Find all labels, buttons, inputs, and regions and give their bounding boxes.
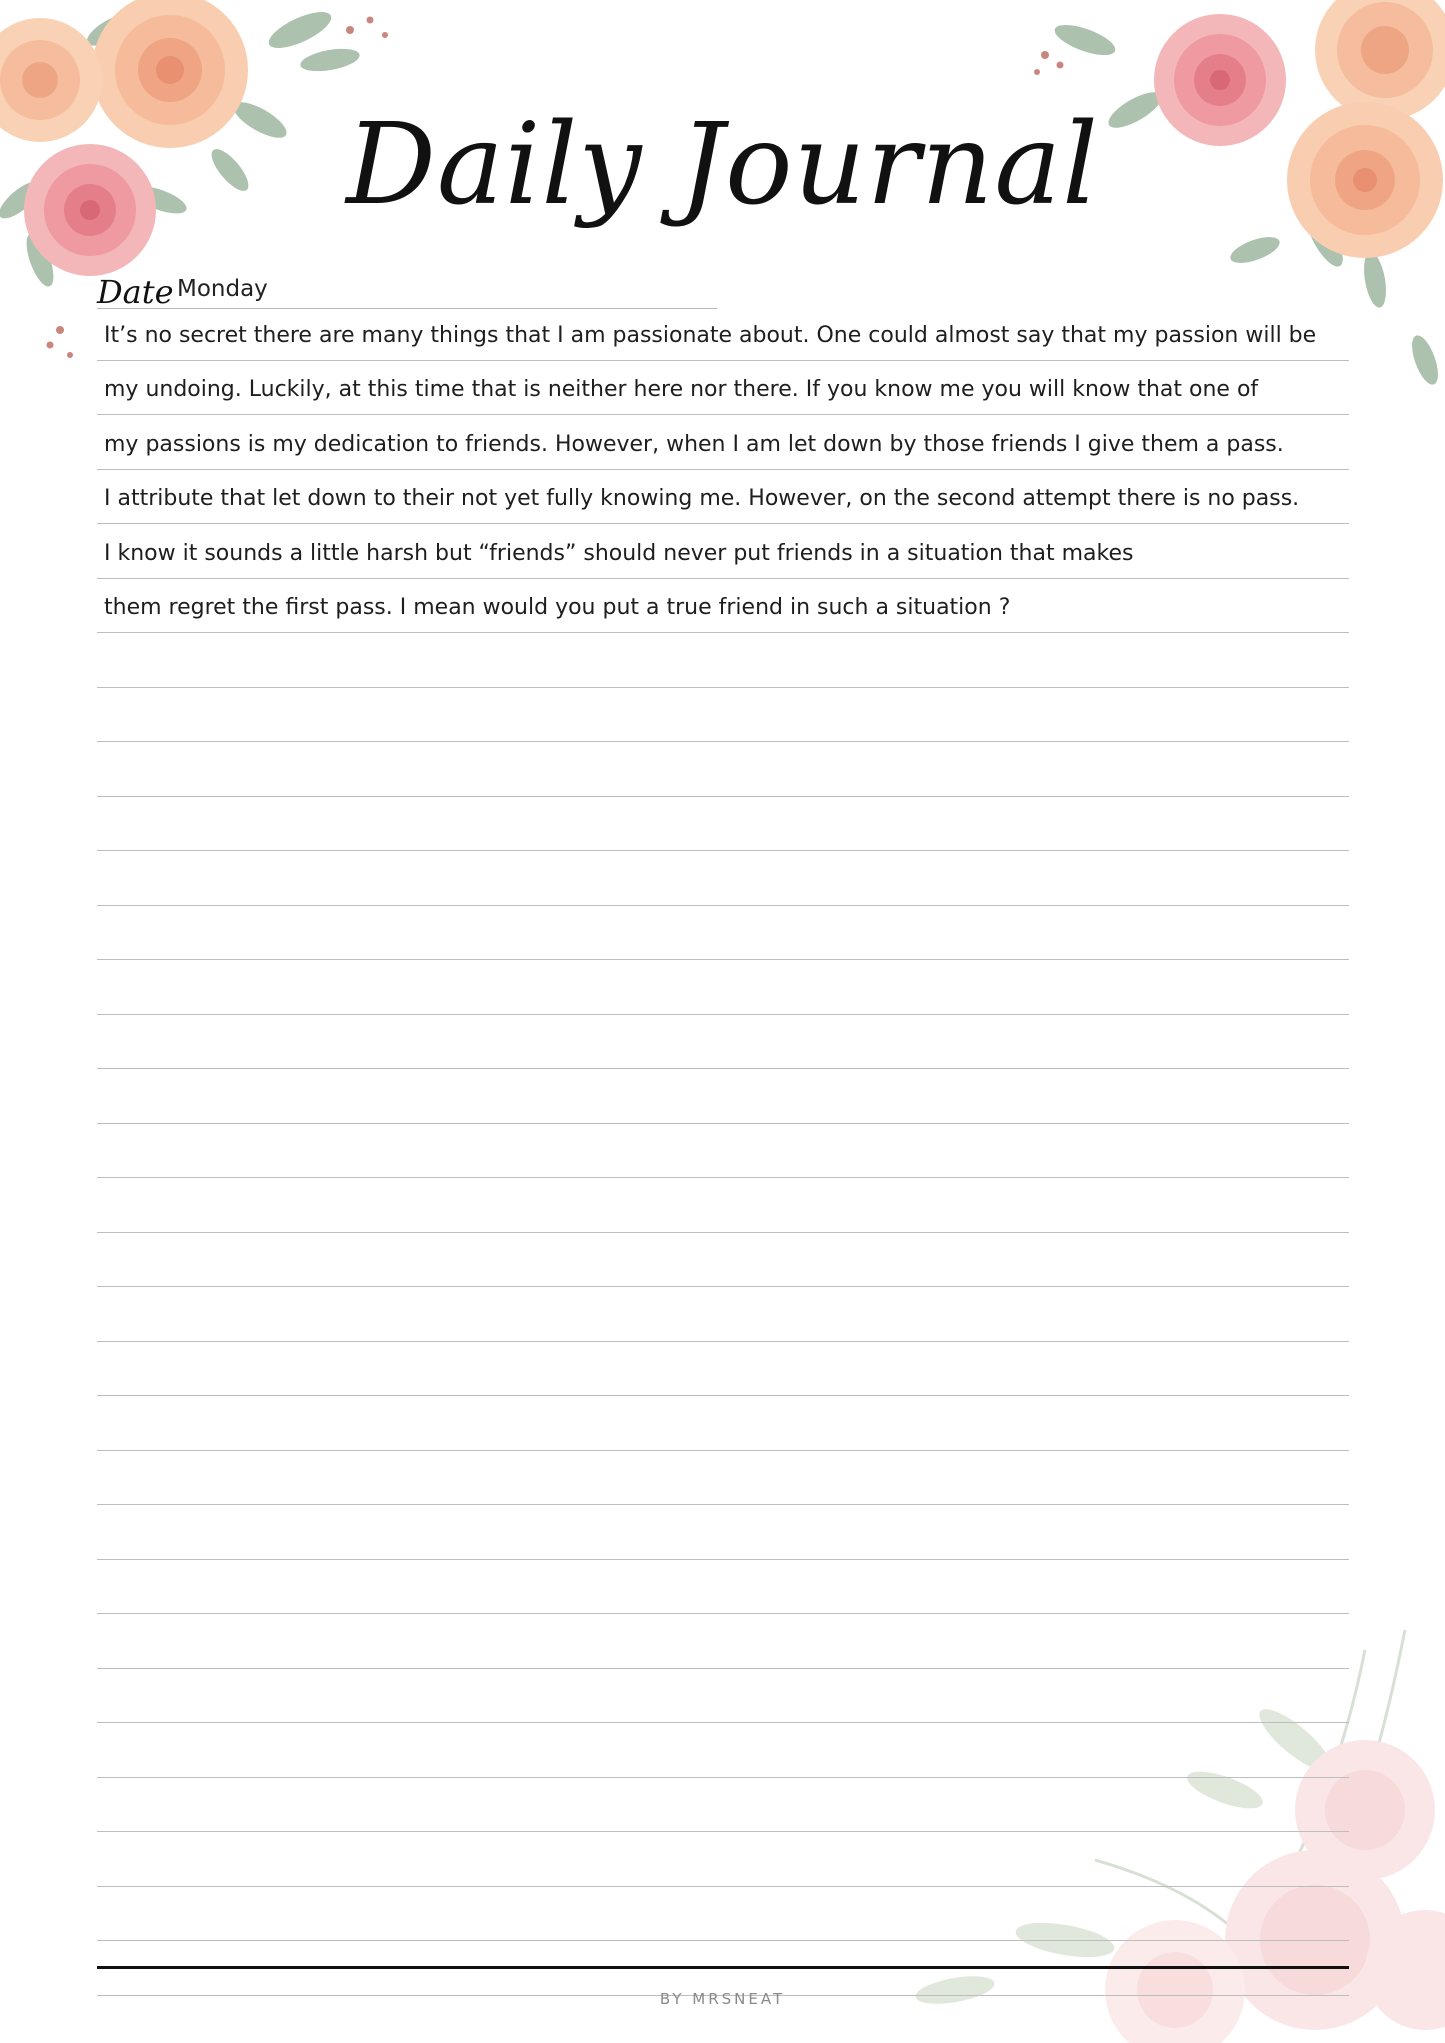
journal-line[interactable] [97, 1396, 1349, 1451]
journal-line-text: I attribute that let down to their not yet fully knowing me. However, on the second attempt there is no pass. [104, 486, 1300, 511]
journal-line[interactable] [97, 960, 1349, 1015]
journal-line-text: my undoing. Luckily, at this time that is neither here nor there. If you know me you will know that one of [104, 377, 1259, 402]
journal-lines[interactable] [97, 306, 1349, 1996]
journal-line[interactable] [97, 1178, 1349, 1233]
date-label: Date [97, 273, 174, 311]
journal-line[interactable] [97, 1451, 1349, 1506]
journal-line-text: I know it sounds a little harsh but “friends” should never put friends in a situation that makes [104, 540, 1134, 566]
journal-line[interactable] [97, 1669, 1349, 1724]
journal-line[interactable] [97, 1560, 1349, 1615]
journal-line[interactable] [97, 797, 1349, 852]
journal-line[interactable] [97, 1614, 1349, 1669]
journal-line[interactable] [97, 1832, 1349, 1887]
journal-line[interactable] [97, 851, 1349, 906]
page-title: Daily Journal [346, 100, 1099, 230]
journal-line[interactable] [97, 1778, 1349, 1833]
footer-divider [97, 1966, 1349, 1969]
journal-line[interactable] [97, 1723, 1349, 1778]
journal-line[interactable] [97, 306, 1349, 361]
journal-line[interactable] [97, 1124, 1349, 1179]
journal-line[interactable] [97, 1342, 1349, 1397]
journal-line[interactable] [97, 470, 1349, 525]
journal-line[interactable] [97, 742, 1349, 797]
journal-line[interactable] [97, 524, 1349, 579]
journal-line-text: them regret the first pass. I mean would you put a true friend in such a situation ? [104, 595, 1011, 620]
journal-line[interactable] [97, 579, 1349, 634]
journal-line[interactable] [97, 633, 1349, 688]
journal-line[interactable] [97, 906, 1349, 961]
journal-line[interactable] [97, 1015, 1349, 1070]
journal-line[interactable] [97, 1505, 1349, 1560]
journal-line[interactable] [97, 1233, 1349, 1288]
journal-line-text: It’s no secret there are many things that I am passionate about. One could almost say that my passion will be [104, 322, 1317, 348]
journal-line[interactable] [97, 415, 1349, 470]
journal-line-text: my passions is my dedication to friends. However, when I am let down by those friends I give them a pass. [104, 431, 1284, 457]
journal-line[interactable] [97, 1887, 1349, 1942]
journal-line[interactable] [97, 1287, 1349, 1342]
journal-line[interactable] [97, 361, 1349, 416]
journal-line[interactable] [97, 1069, 1349, 1124]
date-value: Monday [177, 276, 268, 302]
journal-line[interactable] [97, 688, 1349, 743]
date-field[interactable] [97, 268, 717, 309]
footer-credit: BY MRSNEAT [659, 1990, 786, 2008]
berry-sprigs [1034, 51, 1064, 75]
